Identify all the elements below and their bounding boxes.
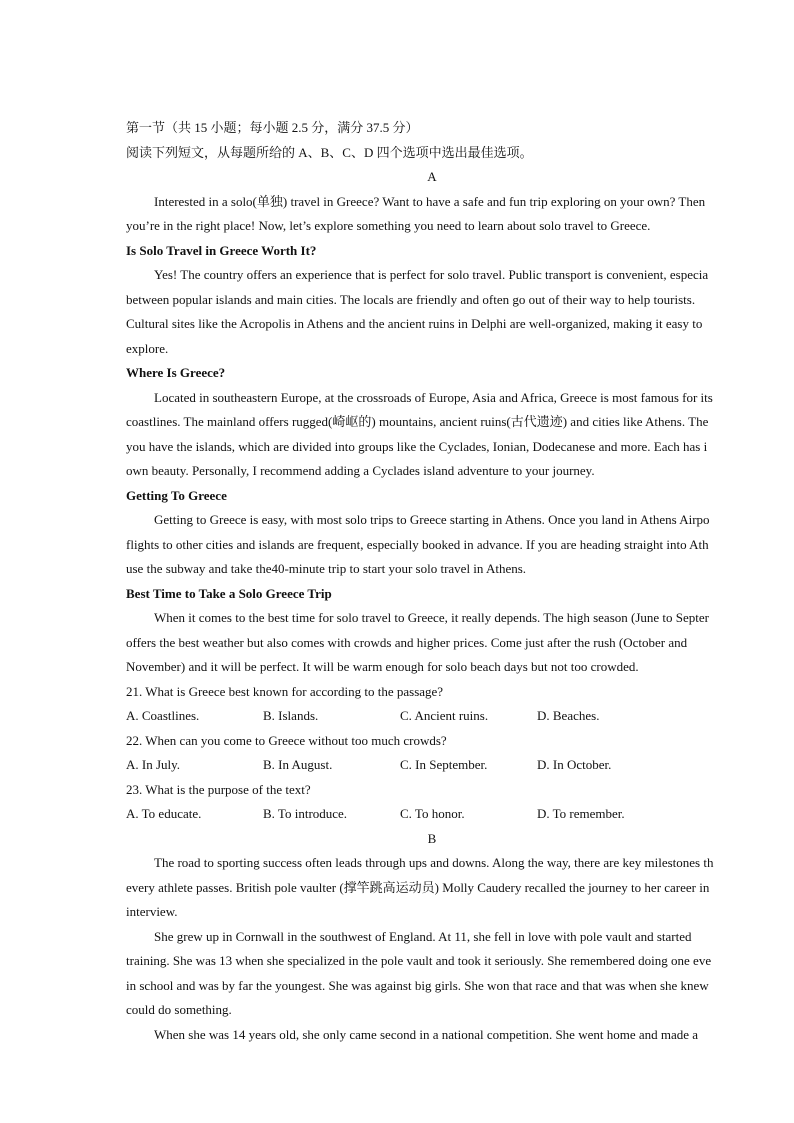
question-stem: 22. When can you come to Greece without too much crowds? (126, 732, 447, 748)
section-heading: Getting To Greece (126, 487, 227, 503)
paragraph-line: own beauty. Personally, I recommend adding a Cyclades island adventure to your journey. (126, 463, 595, 478)
option-d[interactable]: D. To remember. (537, 806, 625, 821)
question-options (126, 704, 738, 729)
section-heading: Where Is Greece? (126, 365, 226, 380)
option-b[interactable]: B. In August. (263, 757, 333, 772)
paragraph-line: The road to sporting success often leads through ups and downs. Along the way, there are key milestones th (154, 855, 714, 870)
question-options (126, 753, 738, 778)
page-content (126, 116, 738, 1047)
paragraph-line: between popular islands and main cities. The locals are friendly and often go out of their way to help tourists. (126, 291, 696, 307)
paragraph-line: Yes! The country offers an experience that is perfect for solo travel. Public transport is convenient, especia (154, 267, 709, 282)
option-a[interactable]: A. To educate. (126, 806, 202, 821)
option-d[interactable]: D. In October. (537, 757, 612, 772)
paragraph-line: She grew up in Cornwall in the southwest of England. At 11, she fell in love with pole vault and started (154, 928, 692, 944)
option-a[interactable]: A. In July. (126, 757, 181, 772)
paragraph-line: explore. (126, 340, 169, 356)
paragraph-line: could do something. (126, 1002, 232, 1017)
passage-a-intro-line: you’re in the right place! Now, let’s explore something you need to learn about solo travel to Greece. (126, 218, 651, 233)
option-c[interactable]: C. Ancient ruins. (400, 708, 489, 723)
section-title: 第一节（共 15 小题；每小题 2.5 分，满分 37.5 分） (126, 120, 419, 135)
option-c[interactable]: C. To honor. (400, 806, 465, 821)
section-heading: Best Time to Take a Solo Greece Trip (126, 585, 332, 601)
option-b[interactable]: B. To introduce. (263, 806, 348, 821)
option-a[interactable]: A. Coastlines. (126, 708, 200, 723)
paragraph-line: When it comes to the best time for solo travel to Greece, it really depends. The high season (June to Septer (154, 610, 709, 625)
paragraph-line: Cultural sites like the Acropolis in Athens and the ancient ruins in Delphi are well-organized, making it easy to (126, 316, 703, 331)
paragraph-line: use the subway and take the40-minute trip to start your solo travel in Athens. (126, 561, 527, 576)
passage-a-intro-line: Interested in a solo(单独) travel in Greece? Want to have a safe and fun trip exploring on your own? Then (154, 193, 706, 209)
paragraph-line: interview. (126, 904, 178, 919)
paragraph-line: When she was 14 years old, she only came second in a national competition. She went home and made a (154, 1026, 699, 1042)
question-stem: 23. What is the purpose of the text? (126, 781, 311, 797)
instructions: 阅读下列短文，从每题所给的 A、B、C、D 四个选项中选出最佳选项。 (126, 144, 533, 160)
paragraph-line: flights to other cities and islands are frequent, especially booked in advance. If you are heading straight into Ath (126, 536, 709, 552)
question-stem: 21. What is Greece best known for according to the passage? (126, 683, 444, 699)
paragraph-line: every athlete passes. British pole vaulter (撑竿跳高运动员) Molly Caudery recalled the journey to her career in (126, 879, 710, 895)
passage-a-label: A (427, 169, 437, 184)
option-b[interactable]: B. Islands. (263, 708, 319, 723)
paragraph-line: offers the best weather but also comes with crowds and higher prices. Come just after the rush (October and (126, 634, 688, 650)
section-heading: Is Solo Travel in Greece Worth It? (126, 242, 317, 258)
option-c[interactable]: C. In September. (400, 757, 488, 772)
paragraph-line: Getting to Greece is easy, with most solo trips to Greece starting in Athens. Once you land in Athens Airpo (154, 512, 710, 527)
paragraph-line: coastlines. The mainland offers rugged(崎岖的) mountains, ancient ruins(古代遗迹) and cities like Athens. The (126, 414, 709, 429)
question-options (126, 802, 738, 827)
passage-b-label: B (427, 830, 437, 846)
paragraph-line: you have the islands, which are divided into groups like the Cyclades, Ionian, Dodecanese and more. Each has i (126, 438, 708, 454)
paragraph-line: November) and it will be perfect. It will be warm enough for solo beach days but not too crowded. (126, 659, 639, 674)
paragraph-line: in school and was by far the youngest. She was against big girls. She won that race and that was when she knew (126, 977, 709, 993)
paragraph-line: Located in southeastern Europe, at the crossroads of Europe, Asia and Africa, Greece is most famous for its (154, 389, 713, 405)
paragraph-line: training. She was 13 when she specialized in the pole vault and took it seriously. She remembered doing one eve (126, 953, 712, 968)
option-d[interactable]: D. Beaches. (537, 708, 600, 723)
